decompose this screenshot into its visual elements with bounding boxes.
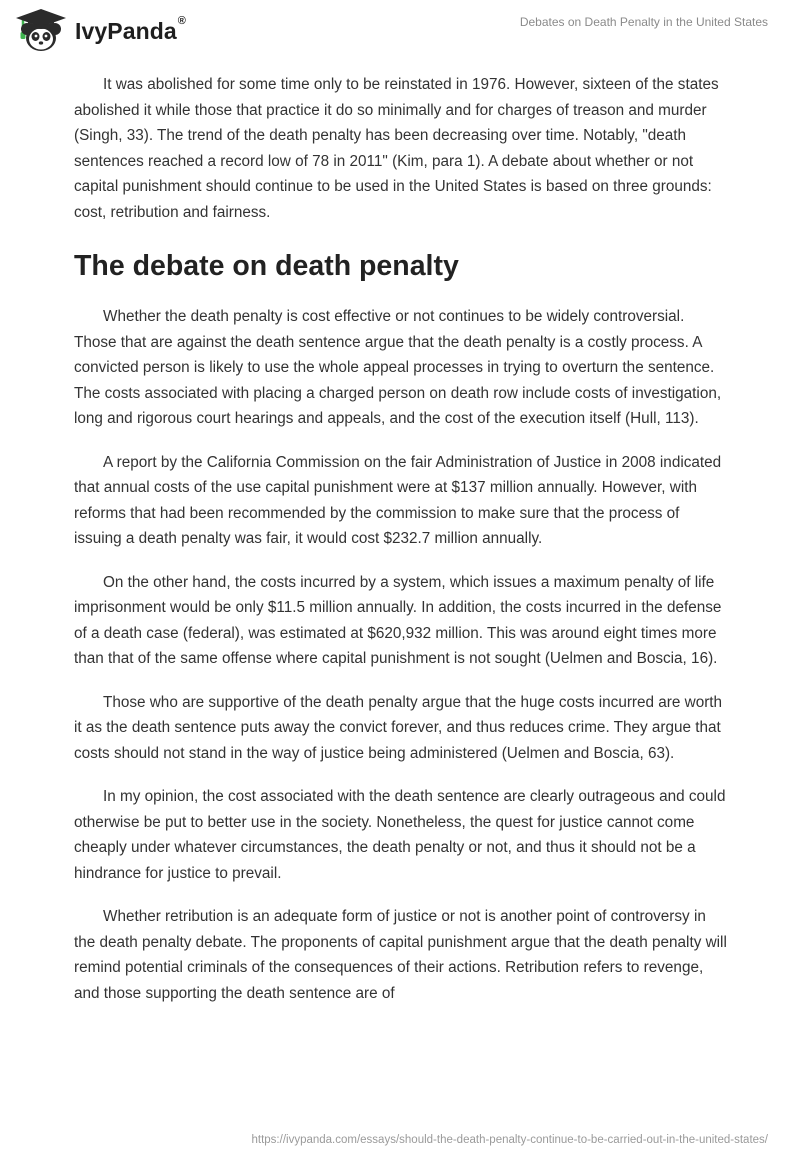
panda-graduation-cap-icon xyxy=(14,7,68,55)
paragraph-california-report: A report by the California Commission on the fair Administration of Justice in 2008 indicated that annual costs of the use capital punishment were at $137 million annually. However, with reforms that had been recommended by the commission to make sure that the process of issuing a death penalty was fair, it would cost $232.7 million annually. xyxy=(74,453,722,547)
paragraph-supporters-argument: Those who are supportive of the death penalty argue that the huge costs incurred are worth it as the death sentence puts away the convict forever, and thus reduces crime. They argue that costs should not stand in the way of justice being administered (Uelmen and Boscia, 63). xyxy=(74,693,723,762)
document-title: Debates on Death Penalty in the United States xyxy=(519,15,768,29)
paragraph-opinion: In my opinion, the cost associated with the death sentence are clearly outrageous and could otherwise be put to better use in the society. Nonetheless, the quest for justice cannot come cheaply under whatever circumstances, the death penalty or not, and thus it should not be a hindrance for justice to prevail. xyxy=(74,788,726,882)
page-header xyxy=(0,0,800,70)
essay-content xyxy=(74,72,730,1024)
intro-paragraph: It was abolished for some time only to be reinstated in 1976. However, sixteen of the states abolished it while those that practice it do so minimally and for charges of treason and murder (Singh, 33). The trend of the death penalty has been decreasing over time. Notably, "death sentences reached a record low of 78 in 2011" (Kim, para 1). A debate about whether or not capital punishment should continue to be used in the United States is based on three grounds: cost, retribution and fairness. xyxy=(74,76,719,221)
registered-mark: ® xyxy=(177,14,187,27)
paragraph-retribution: Whether retribution is an adequate form of justice or not is another point of controversy in the death penalty debate. The proponents of capital punishment argue that the death penalty will remind potential criminals of the consequences of their actions. Retribution refers to revenge, and those supporting the death sentence are of xyxy=(74,908,727,1002)
brand-name: IvyPanda® xyxy=(75,14,187,44)
section-heading: The debate on death penalty xyxy=(74,250,459,282)
source-url[interactable]: https://ivypanda.com/essays/should-the-death-penalty-continue-to-be-carried-out-in-the-united-states/ xyxy=(251,1134,768,1146)
paragraph-cost-controversy: Whether the death penalty is cost effective or not continues to be widely controversial. Those that are against the death sentence argue that the death penalty is a costly process. A convicted person is likely to use the whole appeal processes in trying to overturn the sentence. The costs associated with placing a charged person on death row include costs of investigation, long and rigorous court hearings and appeals, and the cost of the execution itself (Hull, 113). xyxy=(74,308,722,427)
paragraph-life-imprisonment-costs: On the other hand, the costs incurred by a system, which issues a maximum penalty of life imprisonment would be only $11.5 million annually. In addition, the costs incurred in the defense of a death case (federal), was estimated at $620,932 million. This was around eight times more than that of the same offense where capital punishment is not sought (Uelmen and Boscia, 16). xyxy=(74,573,722,667)
brand-logo[interactable] xyxy=(14,7,186,55)
